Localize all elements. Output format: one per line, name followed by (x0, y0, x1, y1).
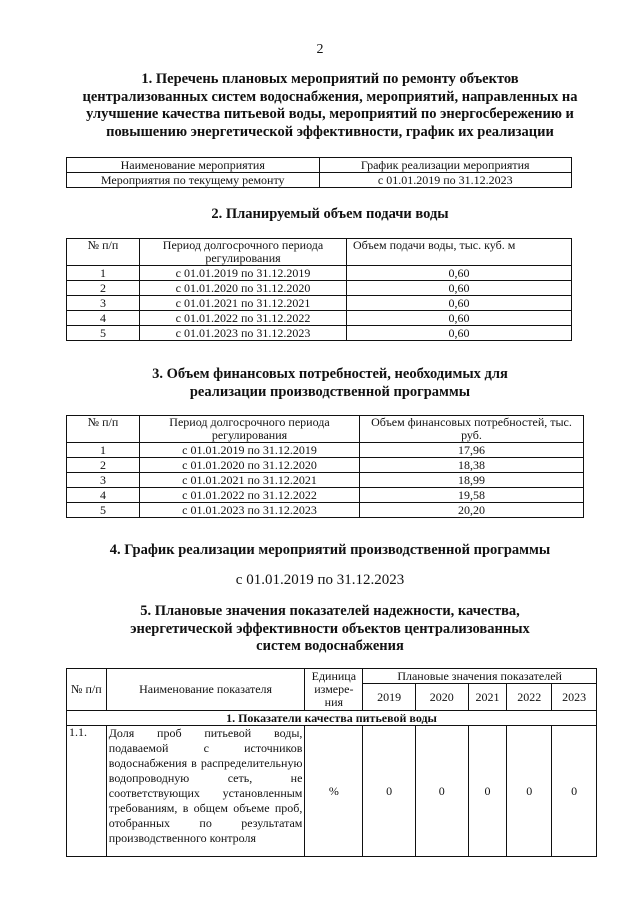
table-header-row (67, 669, 597, 684)
header-year: 2019 (363, 684, 416, 711)
cell-period: с 01.01.2021 по 31.12.2021 (140, 296, 347, 311)
section3-title-line: реализации производственной программы (189, 383, 471, 400)
cell-volume: 0,60 (347, 281, 572, 296)
section1-title-line: централизованных систем водоснабжения, мероприятий, направленных на (82, 88, 578, 105)
indicators-table (66, 668, 597, 857)
cell-num: 3 (67, 296, 140, 311)
cell-period: с 01.01.2019 по 31.12.2019 (140, 443, 360, 458)
table-row (67, 726, 597, 857)
cell-unit: % (305, 726, 363, 857)
table-row (67, 488, 584, 503)
cell-volume: 0,60 (347, 296, 572, 311)
table-row (67, 458, 584, 473)
cell-num: 4 (67, 311, 140, 326)
cell-value: 0 (552, 726, 597, 857)
cell-indicator-name: Доля проб питьевой воды, подаваемой с источников водоснабжения в распределительную водопроводную сеть, не соответствующих установленным требованиям, в общем объеме проб, отобранных по результатам производственного контроля (106, 726, 305, 857)
cell-schedule: с 01.01.2019 по 31.12.2023 (319, 173, 572, 188)
cell-value: 0 (415, 726, 468, 857)
header-year: 2023 (552, 684, 597, 711)
section5-title-line: энергетической эффективности объектов централизованных (130, 620, 530, 637)
cell-num: 4 (67, 488, 140, 503)
section3-title (50, 366, 610, 401)
header-indicator-name: Наименование показателя (106, 669, 305, 711)
cell-num: 5 (67, 326, 140, 341)
activities-table (66, 157, 572, 188)
header-period: Период долгосрочного периода регулирования (140, 239, 347, 266)
group-title: 1. Показатели качества питьевой воды (67, 711, 597, 726)
cell-amount: 19,58 (360, 488, 584, 503)
header-year: 2021 (468, 684, 507, 711)
table-header-row (67, 158, 572, 173)
header-num: № п/п (67, 416, 140, 443)
table-row (67, 311, 572, 326)
cell-num: 3 (67, 473, 140, 488)
header-year: 2022 (507, 684, 552, 711)
section1-title-line: 1. Перечень плановых мероприятий по ремонту объектов (141, 71, 519, 87)
cell-amount: 18,99 (360, 473, 584, 488)
header-schedule: График реализации мероприятия (319, 158, 572, 173)
section1-title (50, 71, 610, 141)
table-row (67, 503, 584, 518)
cell-amount: 17,96 (360, 443, 584, 458)
header-unit: Единица измере-ния (305, 669, 363, 711)
cell-period: с 01.01.2020 по 31.12.2020 (140, 281, 347, 296)
cell-value: 0 (363, 726, 416, 857)
cell-period: с 01.01.2022 по 31.12.2022 (140, 488, 360, 503)
cell-period: с 01.01.2023 по 31.12.2023 (140, 503, 360, 518)
cell-volume: 0,60 (347, 266, 572, 281)
cell-volume: 0,60 (347, 326, 572, 341)
cell-volume: 0,60 (347, 311, 572, 326)
table-row (67, 473, 584, 488)
table-row (67, 281, 572, 296)
header-volume: Объем подачи воды, тыс. куб. м (347, 239, 572, 266)
section1-title-line: повышению энергетической эффективности, график их реализации (106, 123, 554, 140)
cell-period: с 01.01.2020 по 31.12.2020 (140, 458, 360, 473)
table-header-row (67, 416, 584, 443)
header-activity-name: Наименование мероприятия (67, 158, 320, 173)
header-year: 2020 (415, 684, 468, 711)
cell-num: 1 (67, 266, 140, 281)
cell-period: с 01.01.2021 по 31.12.2021 (140, 473, 360, 488)
cell-num: 1 (67, 443, 140, 458)
header-num: № п/п (67, 239, 140, 266)
page-number: 2 (316, 42, 324, 57)
cell-num: 2 (67, 458, 140, 473)
table-row (67, 296, 572, 311)
section4-title: 4. График реализации мероприятий производственной программы (109, 542, 551, 558)
section4-period: с 01.01.2019 по 31.12.2023 (235, 572, 405, 588)
header-num: № п/п (67, 669, 107, 711)
header-period: Период долгосрочного периода регулирования (140, 416, 360, 443)
cell-value: 0 (468, 726, 507, 857)
table-row (67, 266, 572, 281)
table-row (67, 443, 584, 458)
table-row (67, 173, 572, 188)
cell-amount: 20,20 (360, 503, 584, 518)
section5-title (50, 603, 610, 656)
table-header-row (67, 239, 572, 266)
cell-num: 2 (67, 281, 140, 296)
group-title-row (67, 711, 597, 726)
section5-title-line: систем водоснабжения (256, 638, 404, 654)
cell-num: 1.1. (67, 726, 107, 857)
section3-title-line: 3. Объем финансовых потребностей, необходимых для (152, 366, 508, 382)
section5-title-line: 5. Плановые значения показателей надежности, качества, (140, 603, 520, 619)
section1-title-line: улучшение качества питьевой воды, мероприятий по энергосбережению и (86, 106, 574, 122)
cell-period: с 01.01.2023 по 31.12.2023 (140, 326, 347, 341)
section2-title: 2. Планируемый объем подачи воды (211, 206, 449, 222)
financial-needs-table (66, 415, 584, 518)
cell-activity: Мероприятия по текущему ремонту (67, 173, 320, 188)
water-supply-table (66, 238, 572, 341)
cell-amount: 18,38 (360, 458, 584, 473)
cell-period: с 01.01.2019 по 31.12.2019 (140, 266, 347, 281)
header-planned-values: Плановые значения показателей (363, 669, 597, 684)
table-row (67, 326, 572, 341)
header-financial: Объем финансовых потребностей, тыс. руб. (360, 416, 584, 443)
cell-num: 5 (67, 503, 140, 518)
cell-value: 0 (507, 726, 552, 857)
cell-period: с 01.01.2022 по 31.12.2022 (140, 311, 347, 326)
